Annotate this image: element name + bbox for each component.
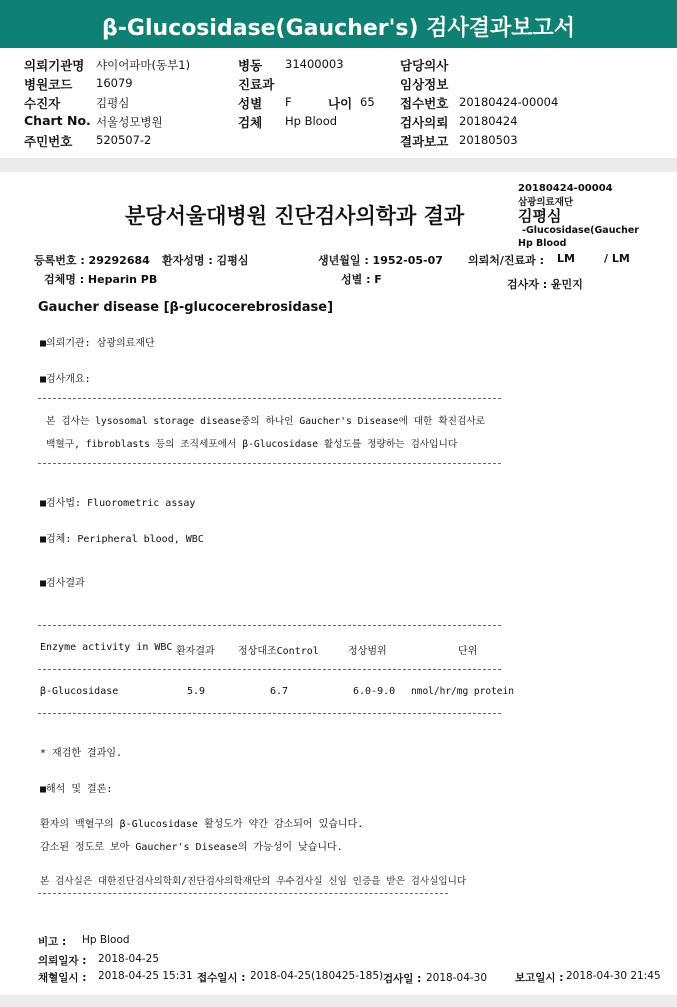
table-header-unit: 단위	[458, 646, 478, 657]
patient-name: 환자성명 : 김평심	[162, 254, 249, 267]
label-patient: 김평심	[518, 207, 562, 225]
receipt-label: 접수일시 :	[197, 972, 246, 984]
resident-no-label: 주민번호	[24, 134, 73, 149]
collection-label: 채혈일시 :	[38, 972, 87, 984]
request-date-label-2: 의뢰일자 :	[38, 955, 87, 967]
divider	[38, 713, 501, 714]
result-normal-range: 6.0-9.0	[353, 686, 396, 697]
remark-value: Hp Blood	[82, 934, 130, 946]
receipt-value: 2018-04-25(180425-185)	[250, 970, 384, 982]
table-header-control: 정상대조Control	[238, 646, 319, 657]
result-unit: nmol/hr/mg protein	[411, 686, 514, 697]
ward-label: 병동	[238, 58, 263, 73]
divider	[38, 398, 501, 399]
chart-no-label: Chart No.	[24, 113, 91, 128]
result-enzyme: β-Glucosidase	[40, 686, 119, 697]
request-info-box	[0, 48, 677, 158]
patient-label: 수진자	[24, 96, 61, 111]
institution-label: 의뢰기관명	[24, 58, 85, 73]
patient-sex: 성별 : F	[341, 273, 382, 286]
divider	[38, 463, 501, 464]
interpretation-heading: ■해석 및 결론:	[40, 784, 113, 795]
institution-line: ■의뢰기관: 삼광의료재단	[40, 338, 155, 349]
doctor-label: 담당의사	[400, 58, 449, 73]
overview-line-1: 본 검사는 lysosomal storage disease중의 하나인 Gaucher's Disease에 대한 확진검사로	[46, 416, 486, 427]
dept-label: 의뢰처/진료과 :	[468, 254, 545, 267]
dept-value-a: LM	[557, 252, 575, 265]
report-time-label: 보고일시 :	[515, 972, 564, 984]
table-header-range: 정상범위	[348, 646, 387, 657]
specimen-line: ■검체: Peripheral blood, WBC	[40, 534, 204, 545]
specimen-label: 검체	[238, 115, 263, 130]
hospital-code-label: 병원코드	[24, 77, 73, 92]
label-test: -Glucosidase(Gaucher	[522, 225, 639, 236]
test-title: Gaucher disease [β-glucocerebrosidase]	[38, 300, 334, 315]
result-control-value: 6.7	[270, 686, 289, 697]
label-accession: 20180424-00004	[518, 183, 613, 194]
hospital-code-value: 16079	[96, 76, 133, 90]
label-specimen: Hp Blood	[518, 238, 567, 249]
label-lab: 삼광의료재단	[518, 197, 574, 208]
divider	[38, 625, 501, 626]
age-label: 나이	[328, 96, 353, 111]
method-line: ■검사법: Fluorometric assay	[40, 498, 196, 509]
divider	[38, 893, 448, 894]
overview-line-2: 백혈구, fibroblasts 등의 조직세포에서 β-Glucosidase 활성도를 정량하는 검사입니다	[46, 439, 458, 450]
sex-label: 성별	[238, 96, 263, 111]
resident-no-value: 520507-2	[96, 133, 152, 147]
certification-line: 본 검사실은 대한진단검사의학회/진단검사의학재단의 우수검사실 신임 인증을 받은 검사실입니다	[40, 876, 467, 887]
sex-value: F	[285, 95, 292, 109]
reg-no: 등록번호 : 29292684	[34, 254, 150, 267]
clinical-info-label: 임상정보	[400, 77, 449, 92]
ward-value: 31400003	[285, 57, 344, 71]
report-date-label: 결과보고	[400, 134, 449, 149]
request-date-value-2: 2018-04-25	[98, 953, 160, 965]
report-title: β-Glucosidase(Gaucher's) 검사결과보고서	[102, 16, 575, 41]
table-header-patient: 환자결과	[176, 646, 215, 657]
report-date-value: 20180503	[459, 133, 518, 147]
interpretation-line-2: 감소된 정도로 보아 Gaucher's Disease의 가능성이 낮습니다.	[40, 842, 343, 853]
test-date-value: 2018-04-30	[426, 972, 488, 984]
interpretation-line-1: 환자의 백혈구의 β-Glucosidase 활성도가 약간 감소되어 있습니다.	[40, 819, 364, 830]
accession-value: 20180424-00004	[459, 95, 559, 109]
date-of-birth: 생년월일 : 1952-05-07	[318, 254, 443, 267]
request-date-value: 20180424	[459, 114, 518, 128]
specimen-name: 검체명 : Heparin PB	[44, 273, 158, 286]
result-heading: ■검사결과	[40, 578, 85, 589]
retest-note: * 재검한 결과임.	[40, 748, 123, 759]
remark-label: 비고 :	[38, 936, 67, 948]
table-header-enzyme: Enzyme activity in WBC	[40, 642, 173, 653]
institution-value: 샤이어파마(동부1)	[96, 58, 191, 72]
dept-value-b: / LM	[604, 252, 630, 265]
sheet-heading: 분당서울대병원 진단검사의학과 결과	[125, 204, 465, 228]
accession-label: 접수번호	[400, 96, 449, 111]
test-date-label: 검사일 :	[383, 973, 422, 985]
request-date-label: 검사의뢰	[400, 115, 449, 130]
department-label: 진료과	[238, 77, 275, 92]
tester: 검사자 : 윤민지	[507, 278, 583, 291]
chart-no-value: 서울성모병원	[96, 115, 163, 129]
specimen-value: Hp Blood	[285, 114, 338, 128]
age-value: 65	[360, 95, 375, 109]
overview-heading: ■검사개요:	[40, 374, 91, 385]
scanned-result-sheet	[0, 172, 677, 995]
patient-value: 김평심	[96, 96, 130, 110]
report-time-value: 2018-04-30 21:45	[566, 970, 661, 982]
collection-value: 2018-04-25 15:31	[98, 970, 193, 982]
result-patient-value: 5.9	[187, 686, 206, 697]
divider	[38, 669, 501, 670]
